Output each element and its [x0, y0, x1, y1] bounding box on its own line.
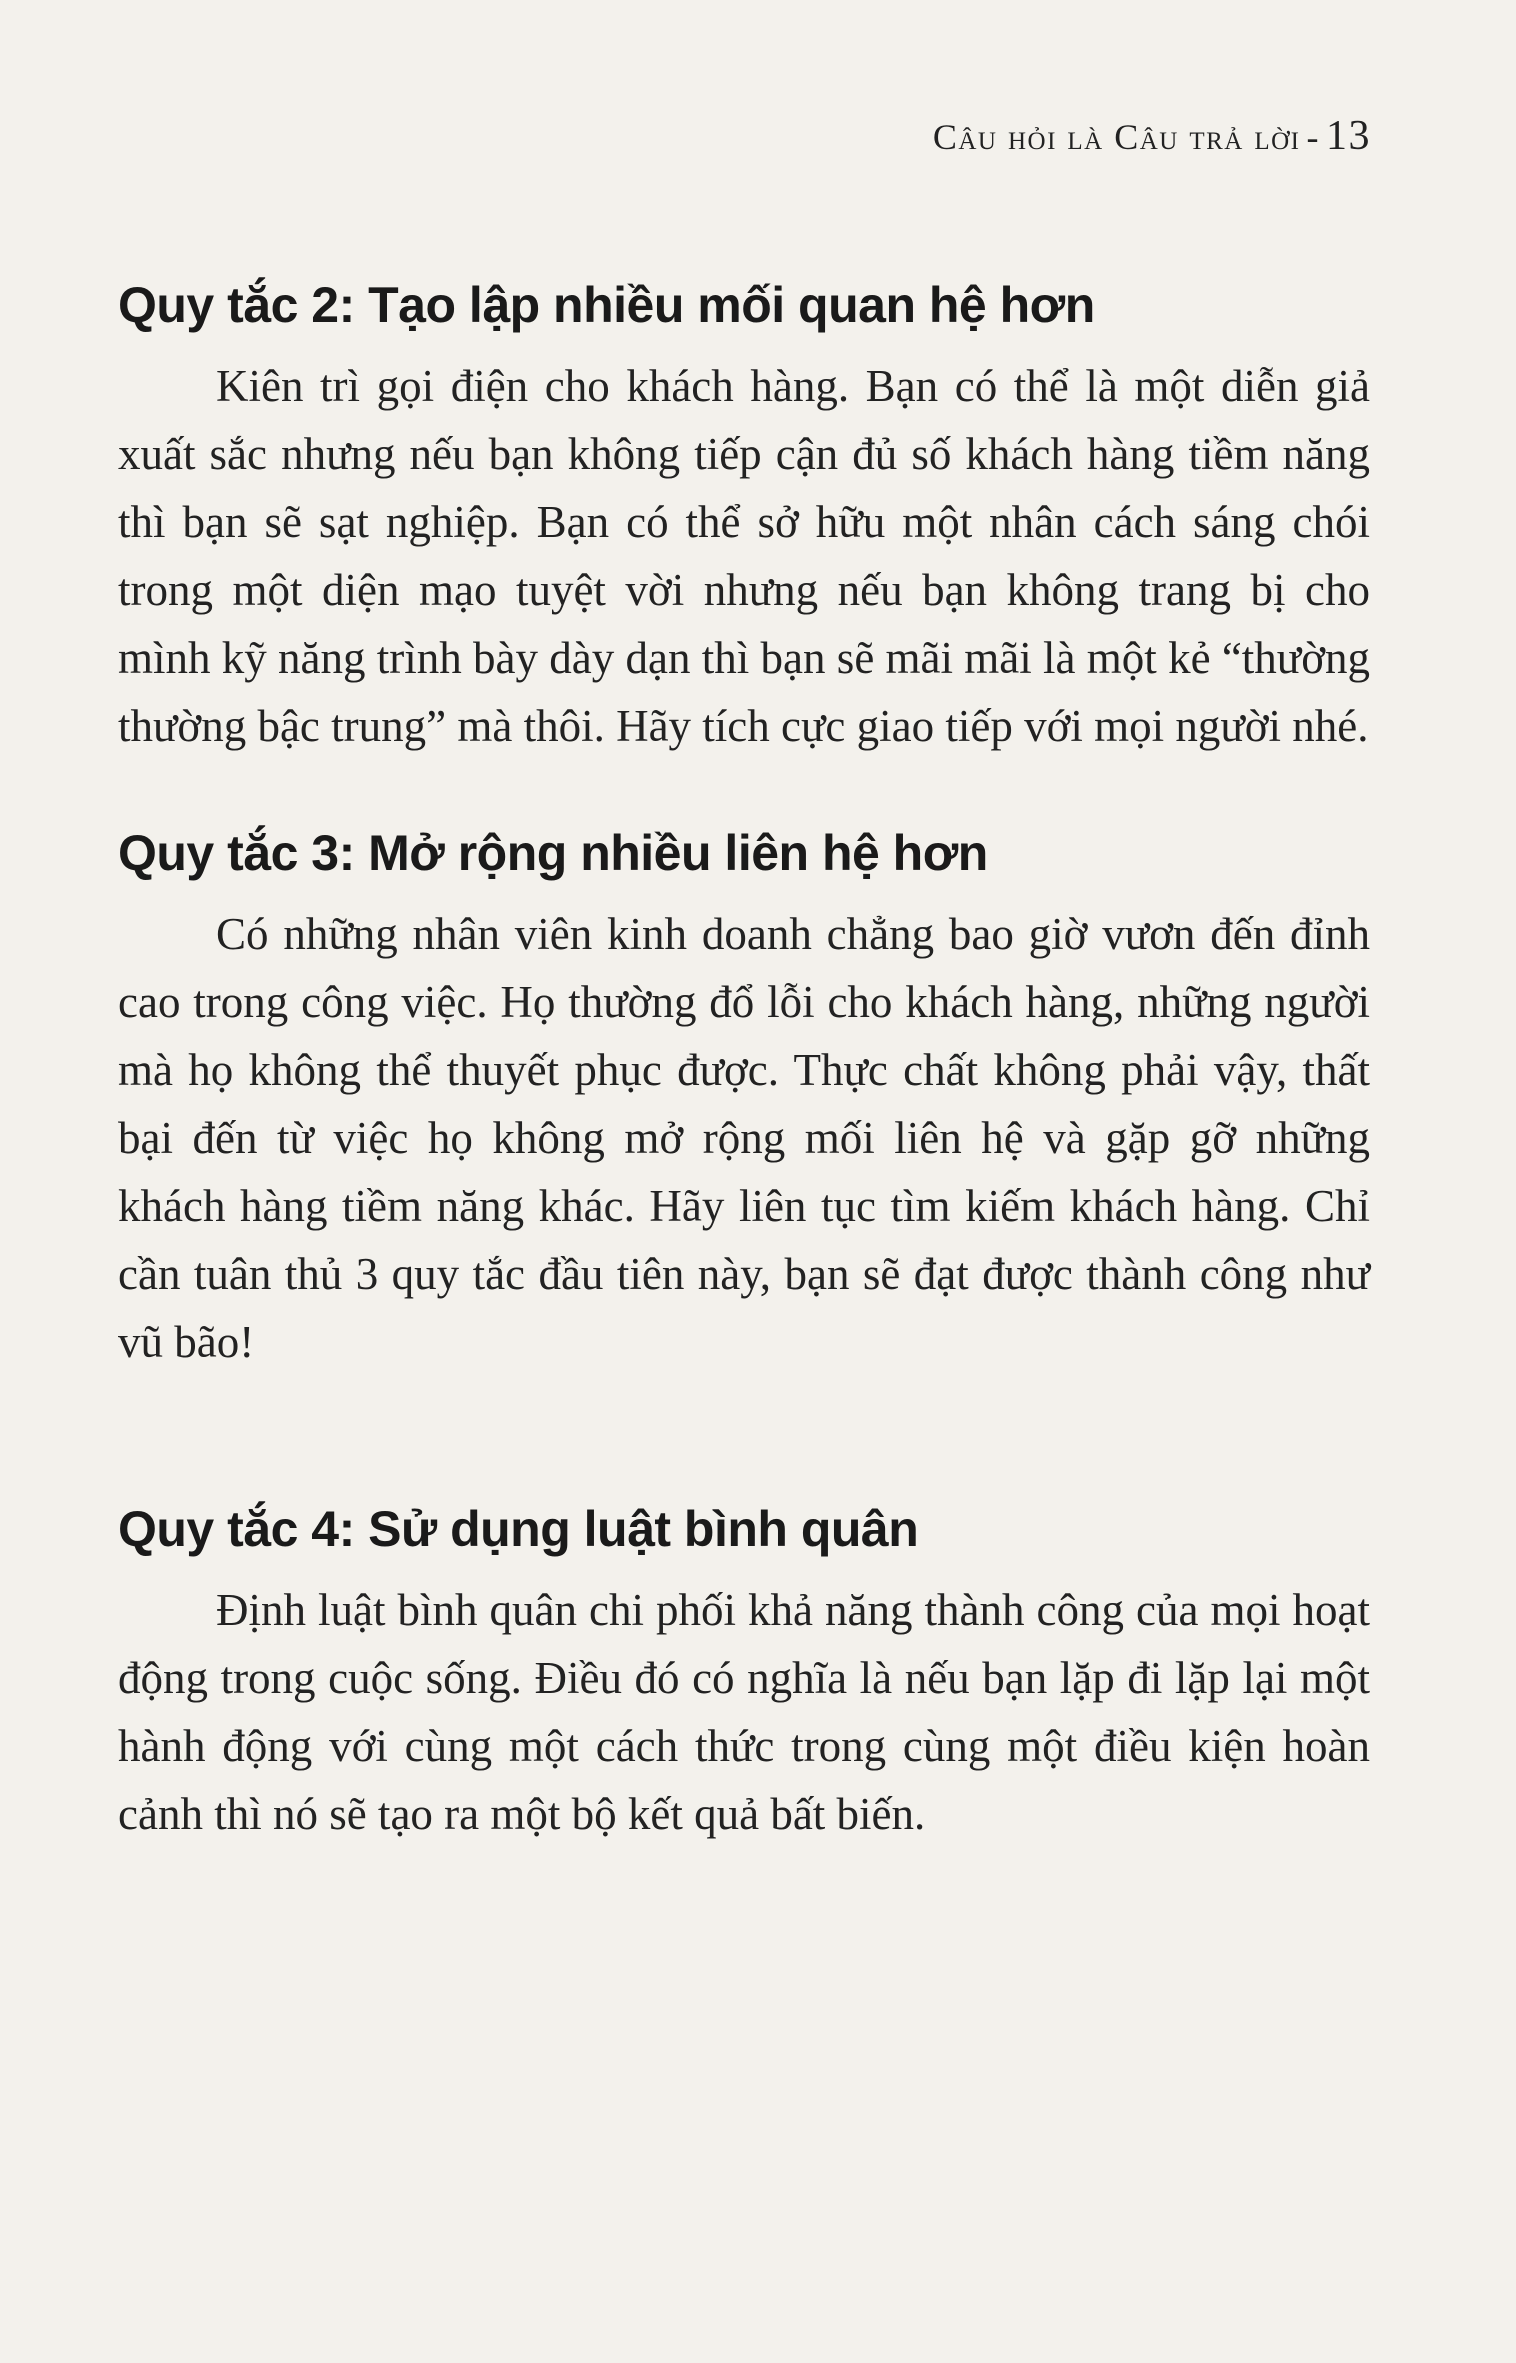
section-paragraph: Định luật bình quân chi phối khả năng thành công của mọi hoạt động trong cuộc sống. Điều đó có nghĩa là nếu bạn lặp đi lặp lại một hành động với cùng một cách thức trong cùng một điều kiện hoàn cảnh thì nó sẽ tạo ra một bộ kết quả bất biến.: [118, 1585, 1370, 1839]
running-header: [933, 112, 1371, 160]
section-heading: Quy tắc 3: Mở rộng nhiều liên hệ hơn: [118, 825, 988, 881]
page-number: 13: [1326, 113, 1371, 159]
section-heading: Quy tắc 4: Sử dụng luật bình quân: [118, 1501, 919, 1557]
section-rule-3: [118, 818, 1370, 1376]
running-title: Câu hỏi là Câu trả lời: [932, 117, 1301, 157]
section-rule-4: [118, 1494, 1370, 1848]
page-body: [118, 270, 1370, 1848]
section-rule-2: [118, 270, 1370, 760]
header-separator: -: [1306, 117, 1320, 157]
section-heading: Quy tắc 2: Tạo lập nhiều mối quan hệ hơn: [118, 277, 1095, 333]
section-paragraph: Kiên trì gọi điện cho khách hàng. Bạn có thể là một diễn giả xuất sắc nhưng nếu bạn không tiếp cận đủ số khách hàng tiềm năng thì bạn sẽ sạt nghiệp. Bạn có thể sở hữu một nhân cách sáng chói trong một diện mạo tuyệt vời nhưng nếu bạn không trang bị cho mình kỹ năng trình bày dày dạn thì bạn sẽ mãi mãi là một kẻ “thường thường bậc trung” mà thôi. Hãy tích cực giao tiếp với mọi người nhé.: [118, 361, 1370, 751]
section-paragraph: Có những nhân viên kinh doanh chẳng bao giờ vươn đến đỉnh cao trong công việc. Họ thường đổ lỗi cho khách hàng, những người mà họ không thể thuyết phục được. Thực chất không phải vậy, thất bại đến từ việc họ không mở rộng mối liên hệ và gặp gỡ những khách hàng tiềm năng khác. Hãy liên tục tìm kiếm khách hàng. Chỉ cần tuân thủ 3 quy tắc đầu tiên này, bạn sẽ đạt được thành công như vũ bão!: [118, 909, 1370, 1367]
